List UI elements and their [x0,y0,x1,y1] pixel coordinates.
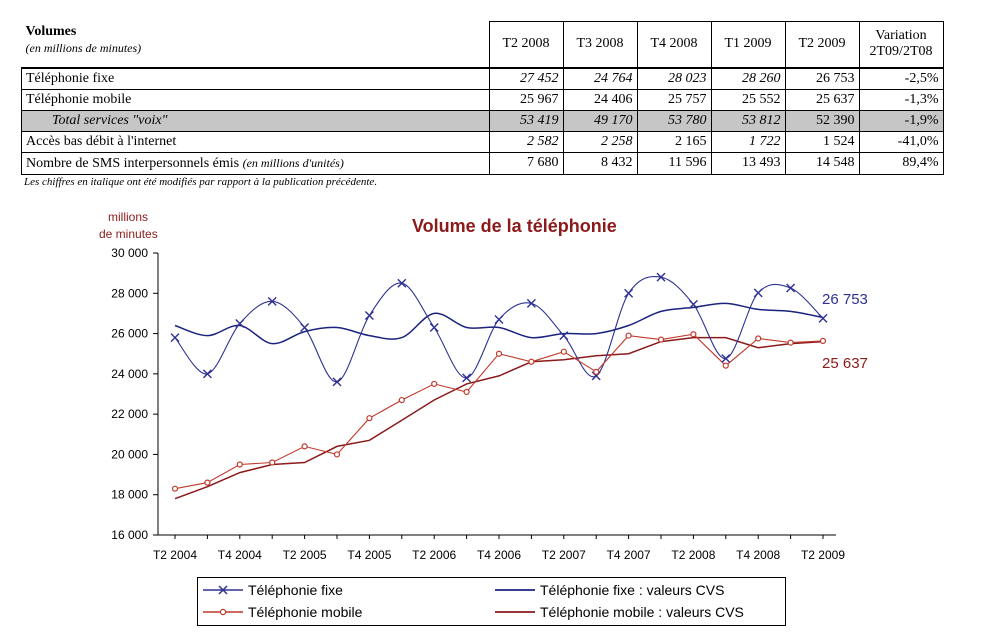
table-cell: 27 452 [489,68,563,90]
data-point-mobile [432,381,437,386]
table-cell: 53 419 [489,110,563,131]
table-cell: 24 764 [563,68,637,90]
data-point-fixe [560,332,568,340]
data-point-fixe [495,315,503,323]
table-cell: 25 967 [489,89,563,110]
variation-header-line1: Variation [875,28,927,44]
data-point-mobile [237,462,242,467]
column-header: T2 2008 [489,22,563,68]
table-cell: 1 722 [711,131,785,152]
x-tick-label: T2 2009 [800,548,846,562]
legend-label: Téléphonie fixe [248,582,343,598]
x-tick-label: T4 2007 [606,548,651,562]
y-tick-label: 26 000 [111,326,148,341]
table-cell: 1 524 [785,131,859,152]
data-point-mobile [302,444,307,449]
data-point-mobile [788,340,793,345]
table-cell: 25 637 [785,89,859,110]
data-point-fixe [171,334,179,342]
column-header: T4 2008 [637,22,711,68]
row-label-note: (en millions d'unités) [242,155,344,170]
x-tick-label: T4 2008 [736,548,781,562]
data-point-mobile [497,351,502,356]
variation-header-line2: 2T09/2T08 [869,44,933,60]
x-tick-label: T2 2008 [671,548,716,562]
y-tick-label: 22 000 [111,407,148,422]
table-footnote: Les chiffres en italique ont été modifiés par rapport à la publication précédente. [24,176,378,188]
table-cell: 53 780 [637,110,711,131]
legend-item-mobile [198,602,488,622]
y-unit-line2: de minutes [99,227,158,241]
column-header: T2 2009 [785,22,859,68]
table-cell: 28 023 [637,68,711,90]
data-point-mobile [756,336,761,341]
data-point-mobile [723,363,728,368]
y-tick-label: 18 000 [111,487,148,502]
legend-swatch-fixe-cvs [490,580,540,600]
legend-item-fixe [198,580,488,600]
data-point-fixe [365,311,373,319]
x-tick-label: T4 2004 [217,548,262,562]
table-cell: 24 406 [563,89,637,110]
end-label-fixe: 26 753 [822,291,868,308]
data-point-mobile [464,389,469,394]
table-cell: 2 258 [563,131,637,152]
table-cell: 25 757 [637,89,711,110]
table-title: Volumes [25,23,77,39]
y-unit-line1: millions [108,210,149,224]
x-tick-label: T2 2004 [152,548,198,562]
legend-label: Téléphonie mobile [248,604,363,620]
series-line-mobile-cvs [175,338,823,499]
chart-legend [197,577,786,626]
data-point-mobile [626,333,631,338]
x-tick-label: T2 2006 [412,548,457,562]
table-cell: 7 680 [489,152,563,174]
table-cell: 13 493 [711,152,785,174]
data-point-mobile [205,480,210,485]
variation-cell: -2,5% [859,68,943,90]
row-label: Total services "voix" [22,110,490,131]
legend-item-fixe-cvs [490,580,780,600]
table-cell: 52 390 [785,110,859,131]
data-point-mobile [691,332,696,337]
row-label: Téléphonie mobile [22,89,490,110]
table-cell: 49 170 [563,110,637,131]
table-cell: 8 432 [563,152,637,174]
legend-item-mobile-cvs [490,602,780,622]
legend-swatch-mobile-cvs [490,602,540,622]
table-cell: 2 165 [637,131,711,152]
data-point-mobile [529,359,534,364]
data-point-mobile [399,398,404,403]
table-cell: 14 548 [785,152,859,174]
data-point-fixe [301,324,309,332]
y-tick-label: 30 000 [111,246,148,260]
x-tick-label: T2 2007 [541,548,586,562]
x-tick-label: T2 2005 [282,548,327,562]
table-cell: 26 753 [785,68,859,90]
variation-cell: -1,9% [859,110,943,131]
variation-cell: -41,0% [859,131,943,152]
data-point-fixe [430,324,438,332]
data-point-fixe [787,284,795,292]
table-cell: 2 582 [489,131,563,152]
y-tick-label: 24 000 [111,366,148,381]
table-cell: 25 552 [711,89,785,110]
data-point-mobile [821,338,826,343]
variation-cell: -1,3% [859,89,943,110]
data-point-mobile [335,452,340,457]
data-point-fixe [625,289,633,297]
data-point-mobile [561,349,566,354]
legend-swatch-mobile [198,602,248,622]
row-label: Téléphonie fixe [22,68,490,90]
x-tick-label: T4 2005 [347,548,392,562]
data-point-fixe [754,289,762,297]
data-point-mobile [367,416,372,421]
chart-title: Volume de la téléphonie [412,216,617,236]
legend-label: Téléphonie mobile : valeurs CVS [540,604,744,620]
legend-swatch-fixe [198,580,248,600]
data-point-fixe [819,314,827,322]
y-tick-label: 16 000 [111,528,148,542]
row-label: Accès bas débit à l'internet [22,131,490,152]
legend-label: Téléphonie fixe : valeurs CVS [540,582,725,598]
variation-cell: 89,4% [859,152,943,174]
table-cell: 53 812 [711,110,785,131]
y-tick-label: 20 000 [111,447,148,462]
table-subtitle: (en millions de minutes) [25,40,142,55]
data-point-fixe [236,320,244,328]
end-label-mobile: 25 637 [822,355,868,372]
column-header: T3 2008 [563,22,637,68]
data-point-mobile [173,486,178,491]
column-header: T1 2009 [711,22,785,68]
table-cell: 11 596 [637,152,711,174]
row-label: Nombre de SMS interpersonnels émis [26,155,240,171]
data-point-mobile [659,337,664,342]
table-cell: 28 260 [711,68,785,90]
data-point-mobile [594,369,599,374]
y-tick-label: 28 000 [111,286,148,301]
x-tick-label: T4 2006 [476,548,522,562]
data-point-mobile [270,460,275,465]
